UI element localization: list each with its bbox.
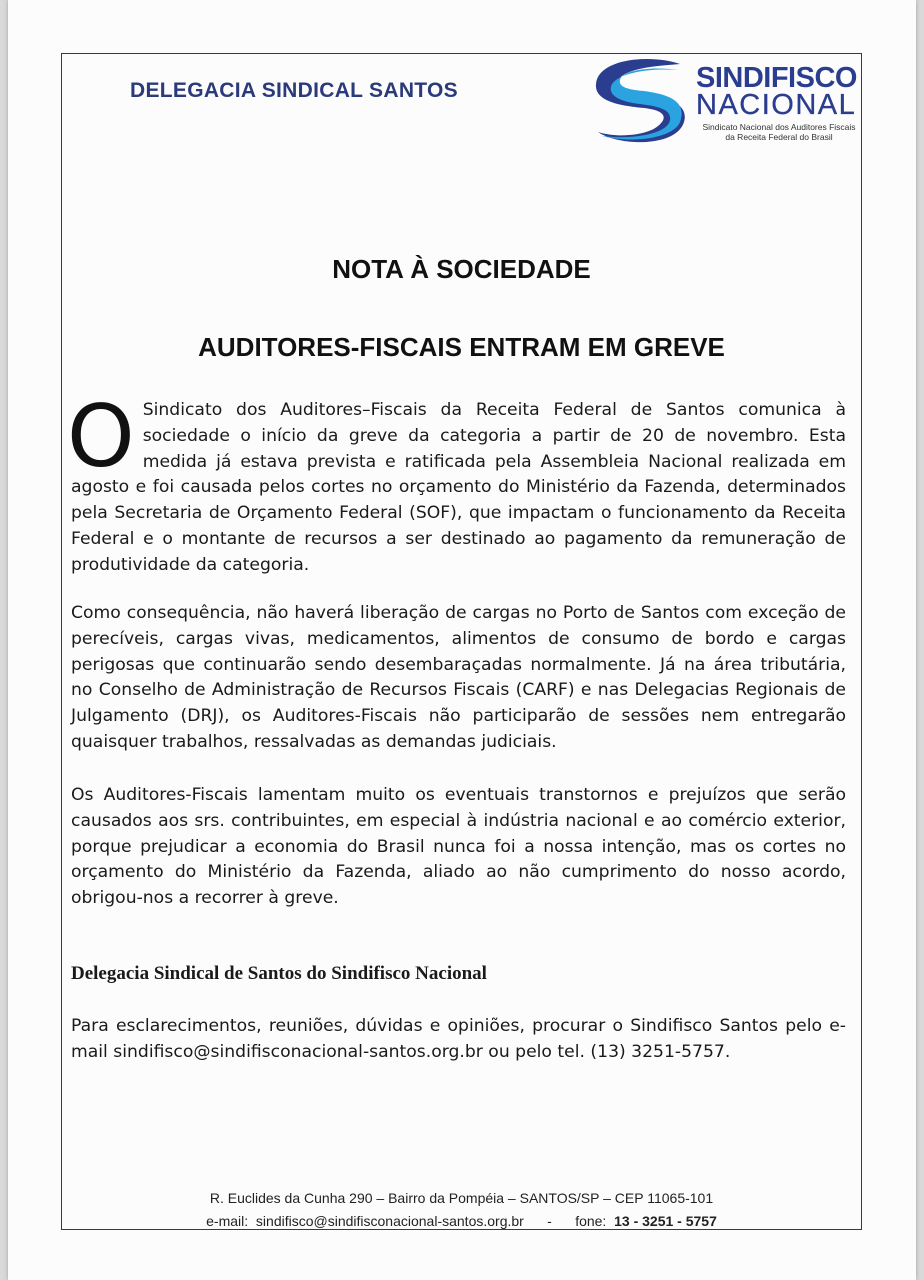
footer-separator: - xyxy=(547,1213,552,1229)
document-subtitle: AUDITORES-FISCAIS ENTRAM EM GREVE xyxy=(198,332,725,362)
logo-wordmark-sindifisco: SINDIFISCO xyxy=(696,62,857,94)
delegacia-heading: DELEGACIA SINDICAL SANTOS xyxy=(130,79,458,102)
paragraph-1-text: Sindicato dos Auditores–Fiscais da Receita Federal de Santos comunica à sociedade o início da greve da categoria a partir de 20 de novembro. Esta medida já estava prevista e ratificada pela Assembleia Nacional realizada em agosto e foi causada pelos cortes no orçamento do Ministério da Fazenda, determinados pela Secretaria de Orçamento Federal (SOF), que impactam o funcionamento da Receita Federal e o montante de recursos a ser destinado ao pagamento da remuneração de produtividade da categoria. xyxy=(71,400,846,575)
paragraph-contact: Para esclarecimentos, reuniões, dúvidas e opiniões, procurar o Sindifisco Santos pelo e-mail sindifisco@sindifisconacional-santos.org.br ou pelo tel. (13) 3251-5757. xyxy=(71,1016,846,1062)
sindifisco-logo xyxy=(592,56,862,148)
signature: Delegacia Sindical de Santos do Sindifisco Nacional xyxy=(71,963,487,984)
paragraph-1 xyxy=(67,387,846,579)
logo-wordmark-nacional: NACIONAL xyxy=(696,89,857,121)
logo-subtitle xyxy=(694,122,864,142)
footer-email-label: e-mail: xyxy=(206,1213,249,1229)
logo-subtitle-line1: Sindicato Nacional dos Auditores Fiscais xyxy=(702,122,856,132)
footer-address: R. Euclides da Cunha 290 – Bairro da Pompéia – SANTOS/SP – CEP 11065-101 xyxy=(209,1190,714,1206)
drop-cap: O xyxy=(67,387,135,487)
footer-phone: 13 - 3251 - 5757 xyxy=(614,1213,717,1229)
document-title: NOTA À SOCIEDADE xyxy=(332,254,591,284)
logo-subtitle-line2: da Receita Federal do Brasil xyxy=(725,132,833,142)
paragraph-2: Como consequência, não haverá liberação de cargas no Porto de Santos com exceção de perecíveis, cargas vivas, medicamentos, alimentos de consumo de bordo e cargas perigosas que continuarão sendo desembaraçadas normalmente. Já na área tributária, no Conselho de Administração de Recursos Fiscais (CARF) e nas Delegacias Regionais de Julgamento (DRJ), os Auditores-Fiscais não participarão de sessões nem entregarão quaisquer trabalhos, ressalvadas as demandas judiciais. xyxy=(71,603,846,752)
footer-contact xyxy=(61,1213,862,1229)
s-logo-icon xyxy=(592,56,692,148)
footer-email: sindifisco@sindifisconacional-santos.org.br xyxy=(255,1213,524,1229)
footer-phone-label: fone: xyxy=(575,1213,607,1229)
paragraph-3: Os Auditores-Fiscais lamentam muito os eventuais transtornos e prejuízos que serão causados aos srs. contribuintes, em especial à indústria nacional e ao comércio exterior, porque prejudicar a economia do Brasil nunca foi a nossa intenção, mas os cortes no orçamento do Ministério da Fazenda, aliado ao não cumprimento do nosso acordo, obrigou-nos a recorrer à greve. xyxy=(71,785,846,909)
